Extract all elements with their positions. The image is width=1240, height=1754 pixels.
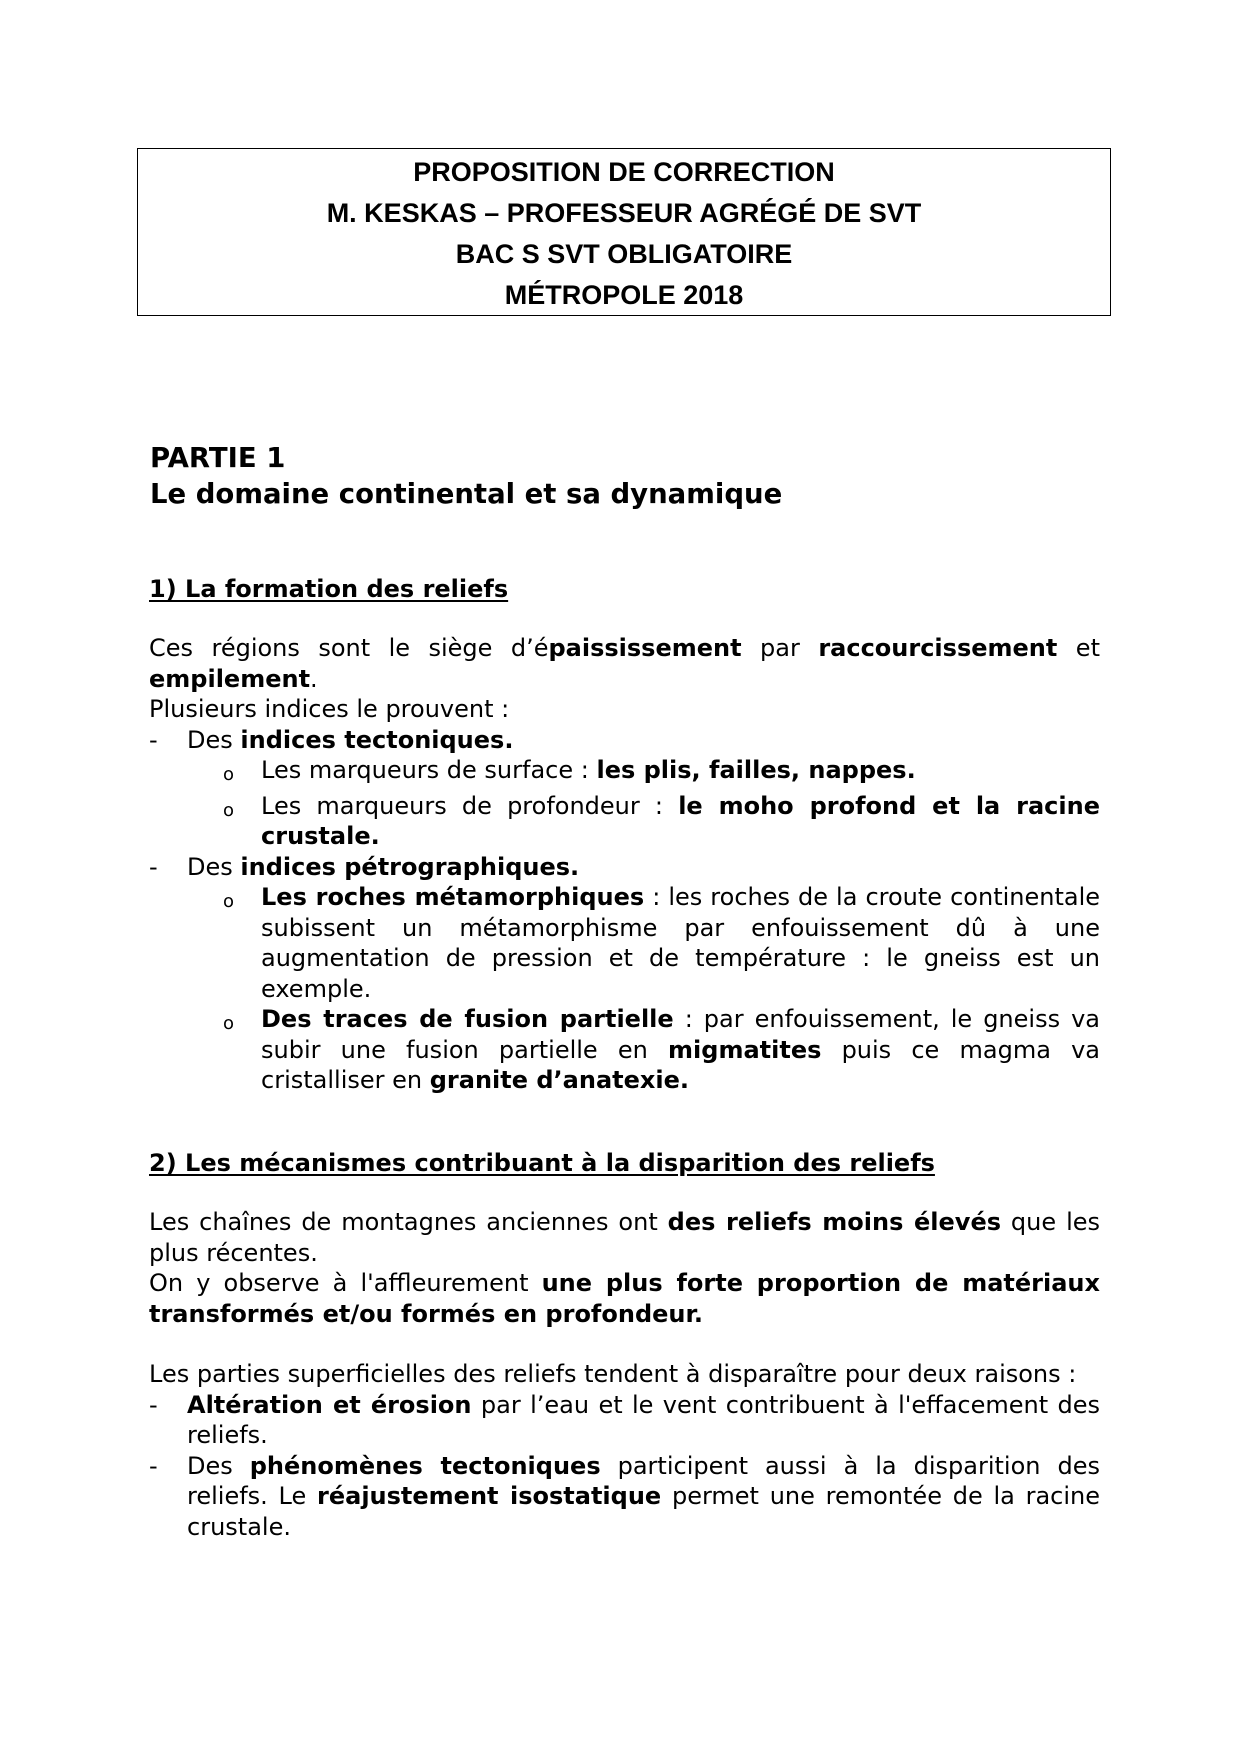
item-bold: Altération et érosion — [187, 1390, 472, 1419]
item-bold: granite d’anatexie. — [429, 1066, 689, 1094]
dash-bullet: - — [149, 725, 158, 754]
intro-text: Ces régions sont le siège d’é — [149, 634, 549, 662]
para-text: On y observe à l'affleurement — [149, 1269, 542, 1297]
dash-bullet: - — [149, 852, 158, 881]
title-box — [137, 148, 1111, 316]
title-line-1: PROPOSITION DE CORRECTION — [413, 157, 835, 187]
list-item — [149, 852, 1100, 883]
item-text: : les roches de la croute continentale subissent un métamorphisme par enfouissement dû à une augmentation de pression et de température : le gneiss est un exemple. — [261, 883, 1101, 1003]
item-bold: Des traces de fusion partielle — [261, 1005, 674, 1033]
item-text: Des — [187, 852, 241, 881]
section-2 — [149, 1148, 1100, 1179]
part-heading — [150, 440, 782, 512]
item-bold: réajustement isostatique — [317, 1482, 662, 1510]
part-title: Le domaine continental et sa dynamique — [150, 478, 783, 510]
para-text: que les plus récentes. — [149, 1208, 1101, 1267]
item-bold: migmatites — [668, 1035, 822, 1064]
intro-text: par — [741, 634, 819, 662]
section-1-lead: Plusieurs indices le prouvent : — [149, 695, 510, 723]
dash-bullet: - — [149, 1390, 158, 1419]
para-bold: des reliefs moins élevés — [667, 1208, 1002, 1236]
list-item — [149, 1451, 1100, 1543]
intro-bold: paississement — [548, 634, 742, 662]
title-line-4: MÉTROPOLE 2018 — [504, 280, 744, 310]
section-1-heading: 1) La formation des reliefs — [149, 575, 509, 603]
sub-list-item — [223, 882, 1100, 1004]
list-item — [149, 1390, 1100, 1451]
section-1 — [149, 574, 1100, 605]
section-2-body — [149, 1207, 1100, 1329]
item-bold: indices tectoniques. — [240, 725, 514, 754]
title-line-3: BAC S SVT OBLIGATOIRE — [455, 239, 793, 269]
item-text: participent aussi à la disparition des reliefs. Le — [187, 1451, 1100, 1510]
item-text: puis ce magma va cristalliser en — [261, 1035, 1100, 1094]
item-bold: les plis, failles, nappes. — [596, 756, 916, 784]
item-bold: Les roches métamorphiques — [261, 883, 645, 911]
item-text: Des — [187, 1451, 250, 1480]
item-bold: le moho profond et la racine crustale. — [261, 791, 1100, 850]
intro-bold: empilement — [149, 664, 311, 693]
sub-list-item — [223, 755, 1100, 791]
title-line-2: M. KESKAS – PROFESSEUR AGRÉGÉ DE SVT — [326, 198, 922, 228]
section-2-paragraph-2 — [149, 1268, 1100, 1329]
part-number: PARTIE 1 — [150, 442, 286, 474]
intro-text: . — [310, 664, 318, 693]
circle-bullet: o — [223, 891, 235, 912]
section-2-heading: 2) Les mécanismes contribuant à la disparition des reliefs — [149, 1149, 935, 1177]
intro-text: et — [1057, 634, 1100, 662]
section-1-body — [149, 633, 1100, 1096]
circle-bullet: o — [223, 764, 235, 785]
circle-bullet: o — [223, 799, 235, 821]
item-text: permet une remontée de la racine crustale. — [187, 1482, 1101, 1541]
circle-bullet: o — [223, 1013, 235, 1034]
section-2-paragraph-3: Les parties superficielles des reliefs tendent à disparaître pour deux raisons : — [149, 1360, 1077, 1388]
sub-list-item — [223, 1004, 1100, 1096]
dash-bullet: - — [149, 1451, 158, 1480]
section-2-reasons — [149, 1359, 1100, 1542]
sub-list-item — [223, 791, 1100, 852]
item-bold: phénomènes tectoniques — [249, 1451, 601, 1480]
item-text: : par enfouissement, le gneiss va subir une fusion partielle en — [261, 1005, 1100, 1064]
item-text: Des — [187, 725, 241, 754]
list-item — [149, 725, 1100, 756]
section-2-paragraph-1 — [149, 1207, 1100, 1268]
para-bold: une plus forte proportion de matériaux transformés et/ou formés en profondeur. — [149, 1269, 1100, 1328]
section-1-intro — [149, 633, 1100, 694]
item-bold: indices pétrographiques. — [240, 852, 580, 881]
item-text: Les marqueurs de profondeur : — [261, 791, 679, 820]
item-text: Les marqueurs de surface : — [261, 756, 597, 784]
item-text: par l’eau et le vent contribuent à l'effacement des reliefs. — [187, 1390, 1100, 1449]
intro-bold: raccourcissement — [818, 634, 1058, 662]
para-text: Les chaînes de montagnes anciennes ont — [149, 1208, 668, 1236]
